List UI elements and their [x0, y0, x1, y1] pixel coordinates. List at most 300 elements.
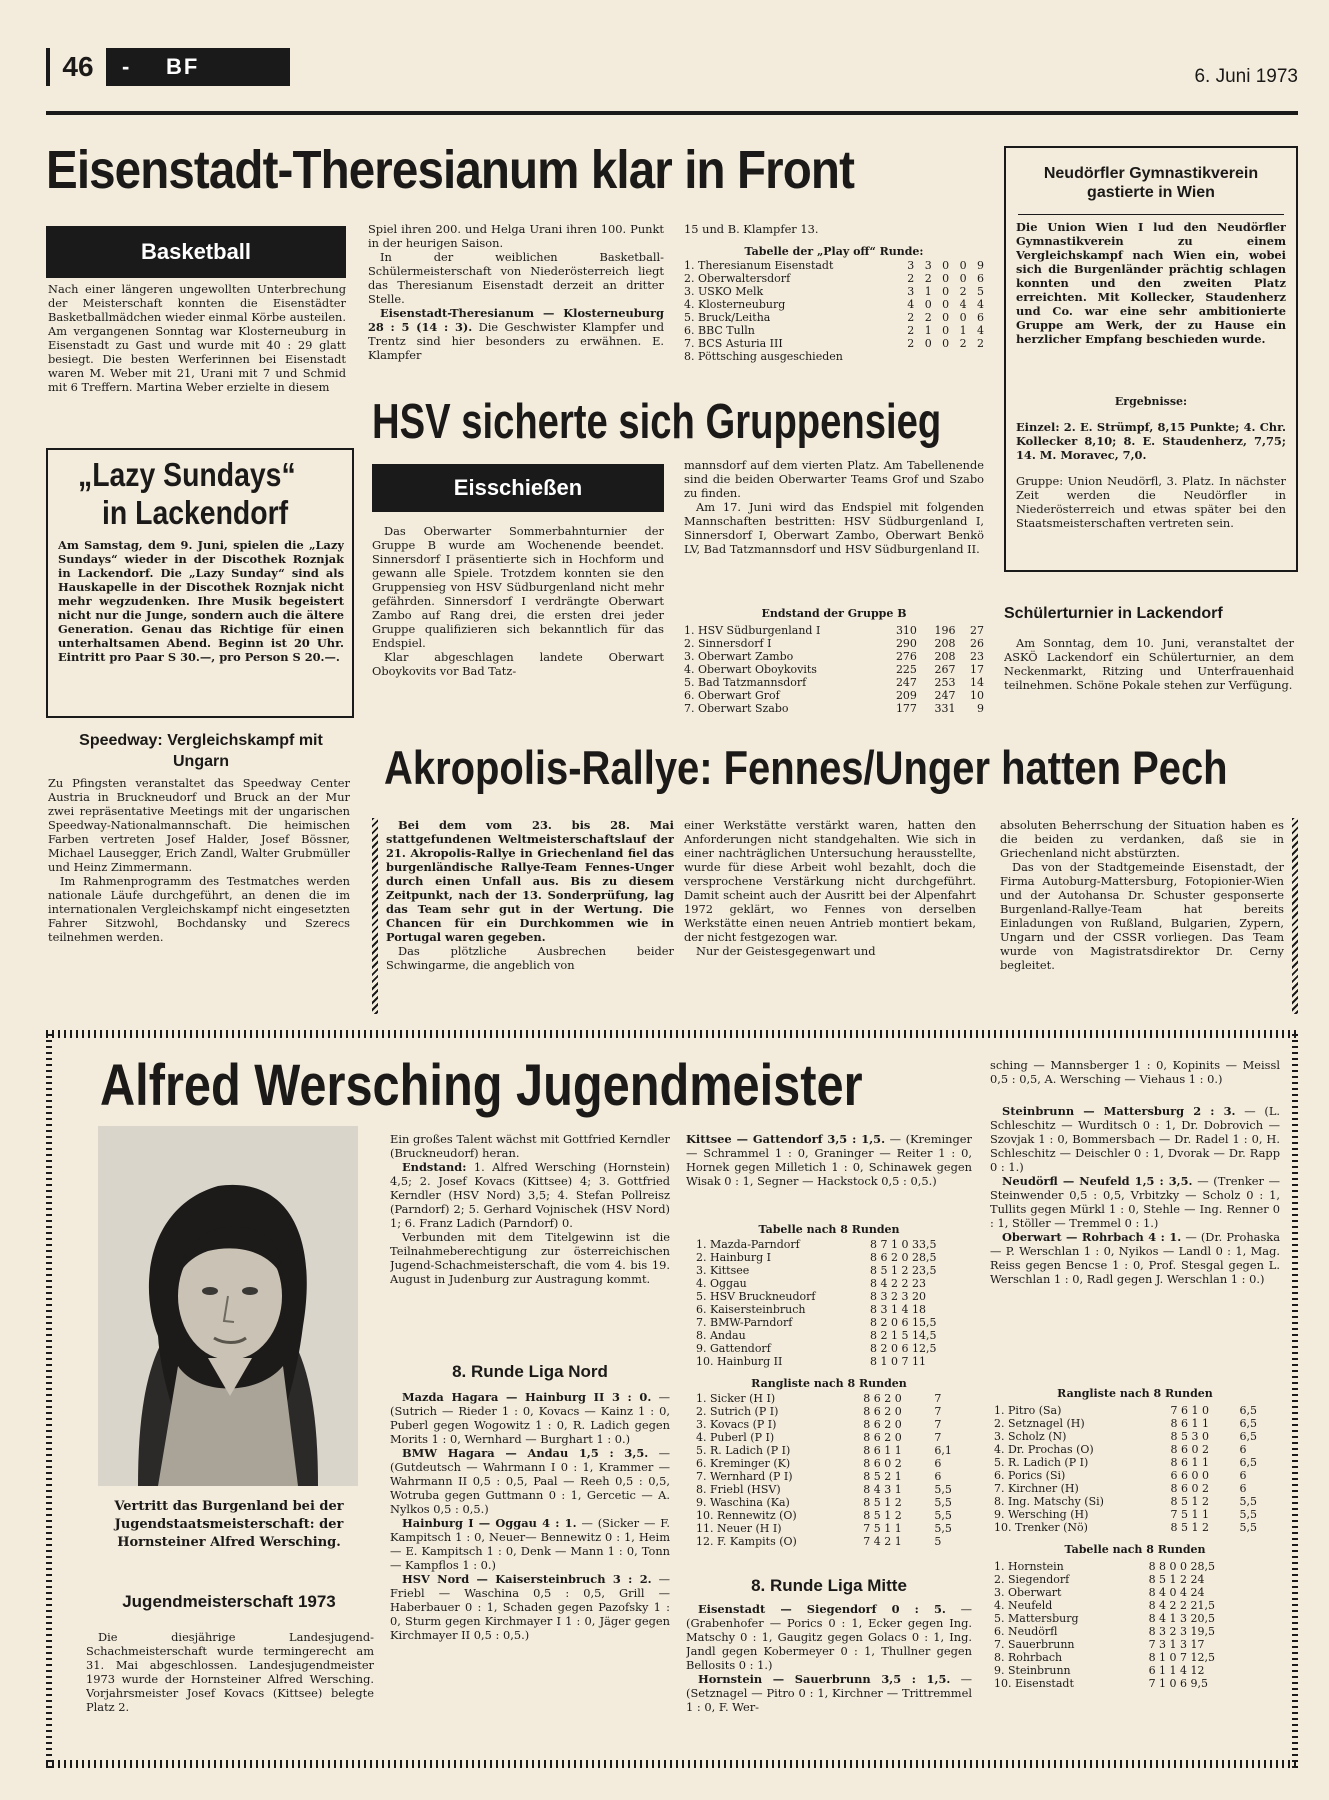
- hsv-col2-b: Am 17. Juni wird das Endspiel mit folgenden Mannschaften bestritten: HSV Südburgenland I, Sinnersdorf I, Oberwart Zambo, Oberwart Benkö LV, Bad Tatzmannsdorf und HSV Südburgenland II.: [684, 500, 984, 556]
- liga-nord-game: [390, 1446, 670, 1516]
- table-cell-value: 208: [934, 650, 956, 663]
- tab8b-row: [994, 1599, 1270, 1612]
- table-cell-name: 7. Wernhard (P I): [696, 1470, 793, 1483]
- table-cell-name: 2. Hainburg I: [696, 1251, 772, 1264]
- table-cell-value: 8 5 2 1: [863, 1470, 902, 1483]
- game-score: Neudörfl — Neufeld 1,5 : 3,5.: [1002, 1174, 1193, 1188]
- table-cell-value: 2: [907, 337, 915, 350]
- table-cell-value: 7 1 0 6 9,5: [1148, 1677, 1209, 1690]
- tab8-row: [696, 1264, 966, 1277]
- table-cell-value: 4: [977, 298, 984, 311]
- tab8b-row: [994, 1651, 1270, 1664]
- tab8b-row: [994, 1638, 1270, 1651]
- table-cell-value: 8 5 1 2: [863, 1496, 902, 1509]
- akropolis-col2-text: einer Werkstätte verstärkt waren, hatten den Anforderungen nicht standgehalten. Wie sich in einer nachträglichen Untersuchung herausstellte, wurde für diese Arbeit wohl bezahlt, doch die versprochene Verstärkung nicht durchgeführt. Damit scheint auch der Ausritt bei der Alpenfahrt 1972 geklärt, wo Fennes von derselben Werkstätte einen neuen Antrieb montiert bekam, der nicht festgezogen war.: [684, 818, 976, 944]
- table-cell-value: 8 4 1 3 20,5: [1148, 1612, 1216, 1625]
- table-cell-value: 8 6 2 0 28,5: [870, 1251, 937, 1264]
- table-cell-value: 2: [959, 285, 967, 298]
- basketball-table-caption: Tabelle der „Play off“ Runde:: [744, 245, 924, 258]
- liga-mitte-game: [686, 1602, 972, 1672]
- hsv-row: [684, 702, 984, 715]
- playoff-row: [684, 311, 984, 324]
- liga-mitte-game: [990, 1230, 1280, 1286]
- game-score: Hornstein — Sauerbrunn 3,5 : 1,5.: [698, 1672, 951, 1686]
- header-rule: [46, 111, 1298, 115]
- chess-border-bottom: [46, 1760, 1298, 1768]
- chess-border-top: [46, 1030, 1298, 1038]
- table-cell-value: 0: [959, 259, 967, 272]
- table-cell-value: 8 4 2 2 23: [870, 1277, 927, 1290]
- endstand-text: 1. Alfred Wersching (Hornstein) 4,5; 2. Josef Kovacs (Kittsee) 4; 3. Gottfried Kerndler (HSV Nord) 3,5; 4. Stefan Pollreisz (Parndorf) 2; 5. Gerhard Vojnischek (HSV Nord) 1; 6. Franz Ladich (Parndorf) 0.: [390, 1160, 670, 1230]
- table-cell-value: [967, 350, 984, 363]
- table-cell-name: 12. F. Kampits (O): [696, 1535, 797, 1548]
- table-cell-value: 6,5: [1239, 1404, 1258, 1417]
- rang2-row: [994, 1404, 1270, 1417]
- schueler-text: Am Sonntag, dem 10. Juni, veranstaltet der ASKÖ Lackendorf ein Schülerturnier, an dem Neckenmarkt, Ritzing und Unterfrauenhaid teilnehmen. Schöne Pokale stehen zur Verfügung.: [1004, 636, 1294, 692]
- table-cell-name: 8. Pöttsching ausgeschieden: [684, 350, 843, 363]
- neudoerfl-results: Einzel: 2. E. Strümpf, 8,15 Punkte; 4. Chr. Kollecker 8,10; 8. E. Staudenherz, 7,75; 14. M. Moravec, 7,0.: [1016, 420, 1286, 462]
- table-cell-name: 3. Scholz (N): [994, 1430, 1067, 1443]
- table-cell-name: 3. Oberwart: [994, 1586, 1062, 1599]
- tab8-table: [696, 1238, 966, 1368]
- table-cell-name: 2. Sinnersdorf I: [684, 637, 772, 650]
- table-cell-value: 6,1: [934, 1444, 952, 1457]
- table-cell-value: 8 4 2 2 21,5: [1148, 1599, 1216, 1612]
- akropolis-zigzag-right: [1292, 818, 1298, 1014]
- hsv-col2: [684, 458, 984, 602]
- game-details: — (Gutdeutsch — Wahrmann I 0 : 1, Krammer — Wahrmann II 0,5 : 0,5, Paal — Reeh 0,5 : 0,5, Wotruba gegen Guttmann 0 : 1, Gercetic — A. Nylkos 0,5 : 0,5.): [390, 1446, 670, 1516]
- game-score: BMW Hagara — Andau 1,5 : 3,5.: [402, 1446, 649, 1460]
- tab8b-row: [994, 1664, 1270, 1677]
- liga-mitte-game: [990, 1174, 1280, 1230]
- basketball-label: Basketball: [46, 226, 346, 278]
- kittsee-game: [686, 1132, 972, 1188]
- table-cell-name: 6. Oberwart Grof: [684, 689, 780, 702]
- liga-mitte-game: [990, 1104, 1280, 1174]
- basketball-col2-a: Spiel ihren 200. und Helga Urani ihren 100. Punkt in der heurigen Saison.: [368, 222, 664, 250]
- table-cell-value: 0: [942, 311, 950, 324]
- table-cell-value: 5,5: [1239, 1495, 1258, 1508]
- table-cell-name: 1. Hornstein: [994, 1560, 1064, 1573]
- table-cell-value: 247: [934, 689, 956, 702]
- table-cell-name: 7. Sauerbrunn: [994, 1638, 1075, 1651]
- rang-row: [696, 1496, 966, 1509]
- akropolis-zigzag-left: [372, 818, 378, 1014]
- table-cell-value: 7: [934, 1405, 942, 1418]
- game-details: — (Grabenhofer — Porics 0 : 1, Ecker gegen Ing. Matschy 0 : 1, Gaugitz gegen Golacs 0 : 1, Ing. Jandl gegen Kobermeyer 0 : 1, Thullner gegen Bellosits 0 : 1.): [686, 1602, 972, 1672]
- table-cell-value: 8 6 1 1: [1170, 1456, 1210, 1469]
- table-cell-name: 10. Trenker (Nö): [994, 1521, 1088, 1534]
- table-cell-name: 7. BCS Asturia III: [684, 337, 783, 350]
- table-cell-value: 8 5 1 2: [1170, 1521, 1210, 1534]
- table-cell-name: 1. HSV Südburgenland I: [684, 624, 821, 637]
- table-cell-value: 225: [895, 663, 917, 676]
- table-cell-name: 9. Steinbrunn: [994, 1664, 1071, 1677]
- table-cell-name: 6. Neudörfl: [994, 1625, 1058, 1638]
- table-cell-value: 6: [1239, 1469, 1247, 1482]
- tab8b-caption: Tabelle nach 8 Runden: [1064, 1543, 1206, 1556]
- table-cell-value: 3: [924, 259, 932, 272]
- playoff-row: [684, 350, 984, 363]
- table-cell-value: 290: [895, 637, 917, 650]
- chess-col4-a: sching — Mannsberger 1 : 0, Kopinits — Meissl 0,5 : 0,5, A. Wersching — Viehaus 1 : 0.): [990, 1058, 1280, 1086]
- chess-col4-games: [990, 1104, 1280, 1384]
- table-cell-value: 0: [959, 272, 967, 285]
- speedway-body: [48, 776, 350, 1014]
- rang-row: [696, 1522, 966, 1535]
- hsv-row: [684, 689, 984, 702]
- table-cell-value: 8 2 0 6 12,5: [870, 1342, 937, 1355]
- table-cell-value: 8 5 3 0: [1170, 1430, 1210, 1443]
- game-details: — (Dr. Prohaska — P. Werschlan 1 : 0, Nyikos — Landl 0 : 1, Mag. Reiss gegen Bencse 1 : 0, Prof. Stesgal gegen L. Werschlan 1 : 0, Radl gegen J. Werschlan 1 : 0.): [990, 1230, 1280, 1286]
- table-cell-name: 7. Oberwart Szabo: [684, 702, 789, 715]
- table-cell-value: 8 6 1 1: [1170, 1417, 1210, 1430]
- tab8-caption: Tabelle nach 8 Runden: [758, 1223, 900, 1236]
- basketball-col3-text: 15 und B. Klampfer 13.: [684, 222, 819, 236]
- lazy-title-line1: „Lazy Sundays“: [78, 456, 296, 493]
- liga-mitte-game: [686, 1672, 972, 1714]
- game-details: — (Trenker — Steinwender 0,5 : 0,5, Vrbitzky — Scholz 0 : 1, Tullits gegen Mürkl 1 : 0, Stehle — Ing. Renner 0 : 1, Stöller — Tremmel 0 : 1.): [990, 1174, 1280, 1230]
- tab8b-row: [994, 1625, 1270, 1638]
- table-cell-name: 10. Eisenstadt: [994, 1677, 1074, 1690]
- table-cell-value: 208: [934, 637, 956, 650]
- liga-mitte-title: 8. Runde Liga Mitte: [751, 1576, 907, 1595]
- table-cell-value: 8 5 1 2: [1170, 1495, 1210, 1508]
- neudoerfl-group: Gruppe: Union Neudörfl, 3. Platz. In nächster Zeit werden die Neudörfler in Niederösterreich und etwas später bei den Staatsmeisterschaften vertreten sein.: [1016, 474, 1286, 530]
- section-dash: -: [122, 54, 130, 79]
- table-cell-value: 2: [907, 324, 915, 337]
- rang2-row: [994, 1430, 1270, 1443]
- table-cell-name: 8. Friebl (HSV): [696, 1483, 781, 1496]
- playoff-row: [684, 285, 984, 298]
- table-cell-name: 4. Neufeld: [994, 1599, 1053, 1612]
- rang2-row: [994, 1482, 1270, 1495]
- table-cell-value: 6 1 1 4 12: [1148, 1664, 1205, 1677]
- rang-row: [696, 1483, 966, 1496]
- rang2-row: [994, 1456, 1270, 1469]
- table-cell-value: 9: [977, 259, 984, 272]
- basketball-col1-text: Nach einer längeren ungewollten Unterbrechung der Meisterschaft konnten die Eisenstädter Basketballmädchen wieder einmal Körbe austeilen. Am vergangenen Sonntag war Klosterneuburg in Eisenstadt zu Gast und wurde mit 40 : 29 glatt besiegt. Die besten Werferinnen bei Eisenstadt waren M. Weber mit 21, Urani mit 7 und Schmid mit 6 Treffern. Martina Weber erzielte in diesem: [48, 282, 346, 394]
- tab8b-row: [994, 1573, 1270, 1586]
- rang2-row: [994, 1495, 1270, 1508]
- table-cell-value: 14: [970, 676, 984, 689]
- table-cell-value: 0: [942, 272, 950, 285]
- table-cell-name: 5. R. Ladich (P I): [696, 1444, 791, 1457]
- table-cell-value: 8 5 1 2 24: [1148, 1573, 1205, 1586]
- tab8b-row: [994, 1677, 1270, 1690]
- table-cell-name: 4. Oberwart Oboykovits: [684, 663, 817, 676]
- table-cell-value: 1: [959, 324, 967, 337]
- table-cell-name: 6. BBC Tulln: [684, 324, 755, 337]
- table-cell-name: 10. Hainburg II: [696, 1355, 783, 1368]
- game-details: — (Setznagel — Pitro 0 : 1, Kirchner — Trittremmel 1 : 0, F. Wer-: [686, 1672, 972, 1714]
- table-cell-value: 7: [934, 1418, 942, 1431]
- chess-col2-c: Verbunden mit dem Titelgewinn ist die Teilnahmeberechtigung zur österreichischen Jugend-Schachmeisterschaft, die vom 4. bis 19. August in Judenburg zur Austragung kommt.: [390, 1230, 670, 1286]
- playoff-row: [684, 298, 984, 311]
- table-cell-value: 5,5: [934, 1509, 952, 1522]
- table-cell-value: 2: [924, 272, 932, 285]
- table-cell-value: 6: [977, 272, 984, 285]
- table-cell-value: 3: [907, 259, 915, 272]
- rang-row: [696, 1431, 966, 1444]
- table-cell-value: 2: [907, 272, 915, 285]
- rang2-row: [994, 1469, 1270, 1482]
- photo-caption: Vertritt das Burgenland bei der Jugendstaatsmeisterschaft: der Hornsteiner Alfred Wersching.: [114, 1499, 344, 1550]
- table-cell-value: 247: [895, 676, 917, 689]
- table-cell-value: 2: [907, 311, 915, 324]
- table-cell-value: 6 6 0 0: [1170, 1469, 1210, 1482]
- table-cell-value: 8 6 2 0: [863, 1392, 902, 1405]
- rang-row: [696, 1405, 966, 1418]
- akropolis-col1-text: Bei dem vom 23. bis 28. Mai stattgefundenen Weltmeisterschaftslauf der 21. Akropolis-Rallye in Griechenland fiel das burgenländische Rallye-Team Fennes-Unger durch einen Unfall aus. Bis zu diesem Zeitpunkt, nach der 13. Sonderprüfung, lag das Team sehr gut in der Wertung. Die Chancen für ein Durchkommen wie in Portugal waren gegeben.: [386, 818, 674, 944]
- table-cell-value: [914, 350, 931, 363]
- table-cell-name: 3. Oberwart Zambo: [684, 650, 794, 663]
- table-cell-name: 9. Wersching (H): [994, 1508, 1089, 1521]
- hsv-col1-b: Klar abgeschlagen landete Oberwart Oboykovits vor Bad Tatz-: [372, 650, 664, 678]
- game-score: HSV Nord — Kaisersteinbruch 3 : 2.: [402, 1572, 652, 1586]
- neudoerfl-text: Die Union Wien I lud den Neudörfler Gymnastikverein zu einem Vergleichskampf nach Wien ein, wobei sich die Burgenländer prächtig schlagen konnten und den zweiten Platz erreichten. Mit Kollecker, Staudenherz und Co. war eine sehr ambitionierte Gruppe am Werk, der zu Hause ein herzlicher Empfang beschieden wurde.: [1016, 220, 1286, 346]
- tab8-row: [696, 1251, 966, 1264]
- table-cell-value: 5,5: [934, 1483, 952, 1496]
- playoff-row: [684, 272, 984, 285]
- game-details: — (Sutrich — Rieder 1 : 0, Kovacs — Kainz 1 : 0, Puberl gegen Wogowitz 1 : 0, R. Ladich gegen Morits 1 : 0, Wernhard — Burghart 1 : 0.): [390, 1390, 670, 1446]
- rang-row: [696, 1509, 966, 1522]
- table-cell-value: 177: [895, 702, 917, 715]
- table-cell-value: 27: [970, 624, 984, 637]
- tab8-row: [696, 1238, 966, 1251]
- table-cell-value: 8 6 0 2: [1170, 1482, 1210, 1495]
- table-cell-value: 8 1 0 7 11: [870, 1355, 927, 1368]
- table-cell-value: 6: [1239, 1443, 1247, 1456]
- table-cell-value: 26: [970, 637, 984, 650]
- hsv-col1: [372, 524, 664, 724]
- table-cell-value: [897, 350, 914, 363]
- table-cell-value: 6: [934, 1457, 942, 1470]
- table-cell-value: 331: [934, 702, 956, 715]
- table-cell-value: 17: [970, 663, 984, 676]
- table-cell-name: 1. Sicker (H I): [696, 1392, 776, 1405]
- table-cell-value: 3: [907, 285, 915, 298]
- rang2-table: [994, 1404, 1270, 1534]
- table-cell-value: 8 6 2 0: [863, 1405, 902, 1418]
- portrait-photo: [98, 1126, 358, 1486]
- table-cell-value: 9: [977, 702, 984, 715]
- table-cell-value: 8 3 2 3 20: [870, 1290, 927, 1303]
- table-cell-value: 0: [942, 337, 950, 350]
- table-cell-value: 7 5 1 1: [1170, 1508, 1210, 1521]
- neudoerfl-title: Neudörfler Gymnastikverein gastierte in Wien: [1043, 165, 1259, 201]
- table-cell-name: 4. Oggau: [696, 1277, 747, 1290]
- page-number: 46: [50, 48, 106, 86]
- basketball-col2-c-text: Die Geschwister Klampfer und Trentz sind hier besonders zu erwähnen. E. Klampfer: [368, 320, 664, 362]
- hsv-table: [684, 624, 984, 715]
- chess-col2-a: Ein großes Talent wächst mit Gottfried Kerndler (Bruckneudorf) heran.: [390, 1132, 670, 1160]
- table-cell-name: 2. Oberwaltersdorf: [684, 272, 791, 285]
- table-cell-value: 2: [959, 337, 967, 350]
- kittsee-moves: — (Kreminger — Schrammel 1 : 0, Graninger — Reiter 1 : 0, Hornek gegen Milletich 1 : 0, Schinawek gegen Wisak 0 : 1, Segner — Hackstock 0,5 : 0,5.): [686, 1132, 972, 1188]
- speedway-text2: Im Rahmenprogramm des Testmatches werden nationale Läufe durchgeführt, an denen die im internationalen Vergleichskampf nicht eingesetzten Fahrer Sitzwohl, Bochdansky und Szerecs teilnehmen werden.: [48, 874, 350, 944]
- table-cell-name: 8. Andau: [696, 1329, 746, 1342]
- tab8-row: [696, 1316, 966, 1329]
- akropolis-col3: [1000, 818, 1284, 1014]
- rang-row: [696, 1457, 966, 1470]
- hsv-headline: HSV sicherte sich Gruppensieg: [372, 395, 942, 449]
- table-cell-value: 8 6 0 2: [1170, 1443, 1210, 1456]
- lead-headline: Eisenstadt-Theresianum klar in Front: [46, 140, 855, 200]
- hsv-row: [684, 676, 984, 689]
- table-cell-value: 7: [934, 1431, 942, 1444]
- table-cell-name: 5. Bad Tatzmannsdorf: [684, 676, 807, 689]
- basketball-col2-c: [368, 306, 664, 362]
- rang2-row: [994, 1508, 1270, 1521]
- game-details: — Friebl — Waschina 0,5 : 0,5, Grill — Haberbauer 0 : 1, Schaden gegen Pazofsky 1 : 0, Sturm gegen Kirchmayer I 1 : 0, Jäger gegen Kirchmayer II 0,5 : 0,5.): [390, 1572, 670, 1642]
- table-cell-name: 11. Neuer (H I): [696, 1522, 782, 1535]
- basketball-col1: [48, 282, 346, 434]
- table-cell-value: 5,5: [934, 1522, 952, 1535]
- speedway-text1: Zu Pfingsten veranstaltet das Speedway Center Austria in Bruckneudorf und Bruck an der Mur zwei repräsentative Meetings mit der ungarischen Speedway-Nationalmannschaft. Die heimischen Farben vertreten Josef Halder, Josef Bössner, Michael Lausegger, Erich Zandl, Walter Grubmüller und Heinz Zimmermann.: [48, 776, 350, 874]
- hsv-col1-text: Das Oberwarter Sommerbahnturnier der Gruppe B wurde am Wochenende beendet. Sinnersdorf I präsentierte sich in Hochform und gewann alle Spiele. Trotzdem konnten sie den Gruppensieg von HSV Südburgenland nicht mehr gefährden. Sinnersdorf I verdrängte Oberwart Zambo auf Rang drei, die ersten drei jeder Gruppe qualifizieren sich bekanntlich für das Endspiel.: [372, 524, 664, 650]
- table-cell-value: 0: [942, 285, 950, 298]
- basketball-score: Eisenstadt-Theresianum — Klosterneuburg 28 : 5 (14 : 3).: [368, 306, 664, 334]
- rang2-caption: Rangliste nach 8 Runden: [1057, 1387, 1213, 1400]
- table-cell-value: 8 1 0 7 12,5: [1148, 1651, 1216, 1664]
- akropolis-headline: Akropolis-Rallye: Fennes/Unger hatten Pech: [384, 741, 1228, 794]
- table-cell-name: 5. Mattersburg: [994, 1612, 1079, 1625]
- rang-table: [696, 1392, 966, 1548]
- table-cell-value: 23: [970, 650, 984, 663]
- akropolis-col2: [684, 818, 976, 1014]
- table-cell-name: 4. Klosterneuburg: [684, 298, 786, 311]
- table-cell-value: 2: [977, 337, 984, 350]
- table-cell-value: 8 5 1 2: [863, 1509, 902, 1522]
- rang-caption: Rangliste nach 8 Runden: [751, 1377, 907, 1390]
- rang-row: [696, 1418, 966, 1431]
- neudoerfl-results-title: Ergebnisse:: [1114, 395, 1188, 408]
- chess-col3-a: [686, 1132, 972, 1222]
- hsv-row: [684, 650, 984, 663]
- table-cell-name: 9. Gattendorf: [696, 1342, 771, 1355]
- table-cell-value: 7 4 2 1: [863, 1535, 902, 1548]
- akropolis-col1: [386, 818, 674, 1014]
- table-cell-value: 8 6 1 1: [863, 1444, 902, 1457]
- table-cell-name: 2. Setznagel (H): [994, 1417, 1085, 1430]
- table-cell-value: 6: [934, 1470, 942, 1483]
- table-cell-name: 5. R. Ladich (P I): [994, 1456, 1089, 1469]
- table-cell-value: 8 2 1 5 14,5: [870, 1329, 937, 1342]
- speedway-title: Speedway: Vergleichskampf mit Ungarn: [79, 732, 323, 770]
- liga-mitte-games: [686, 1602, 972, 1752]
- table-cell-value: 0: [924, 337, 932, 350]
- table-cell-name: 7. Kirchner (H): [994, 1482, 1079, 1495]
- section-name: BF: [166, 54, 200, 79]
- table-cell-value: 8 4 0 4 24: [1148, 1586, 1205, 1599]
- table-cell-name: 10. Rennewitz (O): [696, 1509, 797, 1522]
- table-cell-value: 5,5: [934, 1496, 952, 1509]
- table-cell-name: 6. Porics (Si): [994, 1469, 1066, 1482]
- tab8-row: [696, 1355, 966, 1368]
- hsv-row: [684, 637, 984, 650]
- table-cell-value: [949, 350, 966, 363]
- akropolis-col1-b: Das plötzliche Ausbrechen beider Schwingarme, die angeblich von: [386, 944, 674, 972]
- rang-row: [696, 1392, 966, 1405]
- table-cell-value: 253: [934, 676, 956, 689]
- game-score: Steinbrunn — Mattersburg 2 : 3.: [1002, 1104, 1236, 1118]
- table-cell-value: 8 3 2 3 19,5: [1148, 1625, 1216, 1638]
- table-cell-name: 1. Pitro (Sa): [994, 1404, 1062, 1417]
- neudoerfl-rule: [1018, 214, 1284, 215]
- liga-nord-games: [390, 1390, 670, 1760]
- table-cell-name: 8. Ing. Matschy (Si): [994, 1495, 1104, 1508]
- lazy-text: Am Samstag, dem 9. Juni, spielen die „Lazy Sundays“ wieder in der Discothek Roznjak in Lackendorf. Die „Lazy Sunday“ sind als Hauskapelle in der Discothek Roznjak nicht mehr wegzudenken. Ihre Musik begeistert nicht nur die Junge, sondern auch die ältere Generation. Genau das Richtige für einen unterhaltsamen Abend. Beginn ist 20 Uhr. Eintritt pro Paar S 30.—, pro Person S 20.—.: [58, 538, 344, 664]
- akropolis-col3-b: Das von der Stadtgemeinde Eisenstadt, der Firma Autoburg-Mattersburg, Fotopionier-Wien und der Autohansa Dr. Schuster gesponserte Burgenland-Rallye-Team hat bereits Einladungen von Rußland, Bulgarien, Zypern, Ungarn und der CSSR vorliegen. Das Team wurde von Magistratsdirektor Dr. Cerny begleitet.: [1000, 860, 1284, 972]
- jugendmeisterschaft-text: Die diesjährige Landesjugend-Schachmeisterschaft wurde termingerecht am 31. Mai abgeschlossen. Landesjugendmeister 1973 wurde der Hornsteiner Alfred Wersching. Vorjahrsmeister Josef Kovacs (Kittsee) belegte Platz 2.: [86, 1630, 374, 1714]
- table-cell-value: 4: [959, 298, 967, 311]
- table-cell-name: 1. Mazda-Parndorf: [696, 1238, 800, 1251]
- table-cell-name: 3. Kovacs (P I): [696, 1418, 777, 1431]
- chess-col2: [390, 1132, 670, 1354]
- rang-row: [696, 1444, 966, 1457]
- game-details: — (Sicker — F. Kampitsch 1 : 0, Neuer— Bennewitz 0 : 1, Heim — E. Kampitsch 1 : 0, Denk — Mann 1 : 0, Tonn — Kampflos 1 : 0.): [390, 1516, 670, 1572]
- rang2-row: [994, 1417, 1270, 1430]
- tab8b-row: [994, 1560, 1270, 1573]
- table-cell-name: 6. Kreminger (K): [696, 1457, 791, 1470]
- table-cell-value: 6: [1239, 1482, 1247, 1495]
- game-score: Hainburg I — Oggau 4 : 1.: [402, 1516, 577, 1530]
- table-cell-value: 5: [934, 1535, 942, 1548]
- table-cell-value: 4: [907, 298, 915, 311]
- chess-border-left: [46, 1030, 52, 1768]
- liga-nord-game: [390, 1572, 670, 1642]
- table-cell-value: 10: [970, 689, 984, 702]
- liga-nord-game: [390, 1516, 670, 1572]
- table-cell-name: 5. HSV Bruckneudorf: [696, 1290, 816, 1303]
- table-cell-value: 0: [942, 324, 950, 337]
- table-cell-name: 2. Sutrich (P I): [696, 1405, 779, 1418]
- chess-col2-b: [390, 1160, 670, 1230]
- table-cell-value: 7: [934, 1392, 942, 1405]
- kittsee-score: Kittsee — Gattendorf 3,5 : 1,5.: [686, 1132, 886, 1146]
- table-cell-value: 7 3 1 3 17: [1148, 1638, 1205, 1651]
- table-cell-value: 8 6 2 0: [863, 1431, 902, 1444]
- tab8b-row: [994, 1586, 1270, 1599]
- table-cell-name: 8. Rohrbach: [994, 1651, 1063, 1664]
- lazy-sundays-box: [46, 448, 354, 718]
- table-cell-value: 8 6 2 0: [863, 1418, 902, 1431]
- jugendmeisterschaft-title: Jugendmeisterschaft 1973: [122, 1592, 336, 1611]
- rang-row: [696, 1470, 966, 1483]
- tab8b-row: [994, 1612, 1270, 1625]
- table-cell-value: 8 2 0 6 15,5: [870, 1316, 937, 1329]
- game-details: — (L. Schleschitz — Wurditsch 0 : 1, Dr. Dobrovich — Szovjak 1 : 0, Bommersbach — Dr. Radel 1 : 0, H. Schleschitz — Deischler 0 : 1, Dvorak — Dr. Rapp 0 : 1.): [990, 1104, 1280, 1174]
- table-cell-name: 4. Puberl (P I): [696, 1431, 775, 1444]
- playoff-table: [684, 259, 984, 363]
- chess-border-right: [1292, 1030, 1298, 1768]
- table-cell-name: 5. Bruck/Leitha: [684, 311, 771, 324]
- table-cell-name: 3. Kittsee: [696, 1264, 750, 1277]
- table-cell-name: 6. Kaisersteinbruch: [696, 1303, 806, 1316]
- table-cell-name: 2. Siegendorf: [994, 1573, 1070, 1586]
- table-cell-value: 1: [924, 324, 932, 337]
- hsv-row: [684, 663, 984, 676]
- table-cell-value: 8 3 1 4 18: [870, 1303, 927, 1316]
- tab8-row: [696, 1290, 966, 1303]
- page-header: [46, 48, 1298, 116]
- table-cell-value: 276: [895, 650, 917, 663]
- issue-date: 6. Juni 1973: [1194, 66, 1298, 87]
- table-cell-name: 7. BMW-Parndorf: [696, 1316, 793, 1329]
- tab8-row: [696, 1277, 966, 1290]
- hsv-col2-text: mannsdorf auf dem vierten Platz. Am Tabellenende sind die beiden Oberwarter Teams Grof und Szabo zu finden.: [684, 458, 984, 500]
